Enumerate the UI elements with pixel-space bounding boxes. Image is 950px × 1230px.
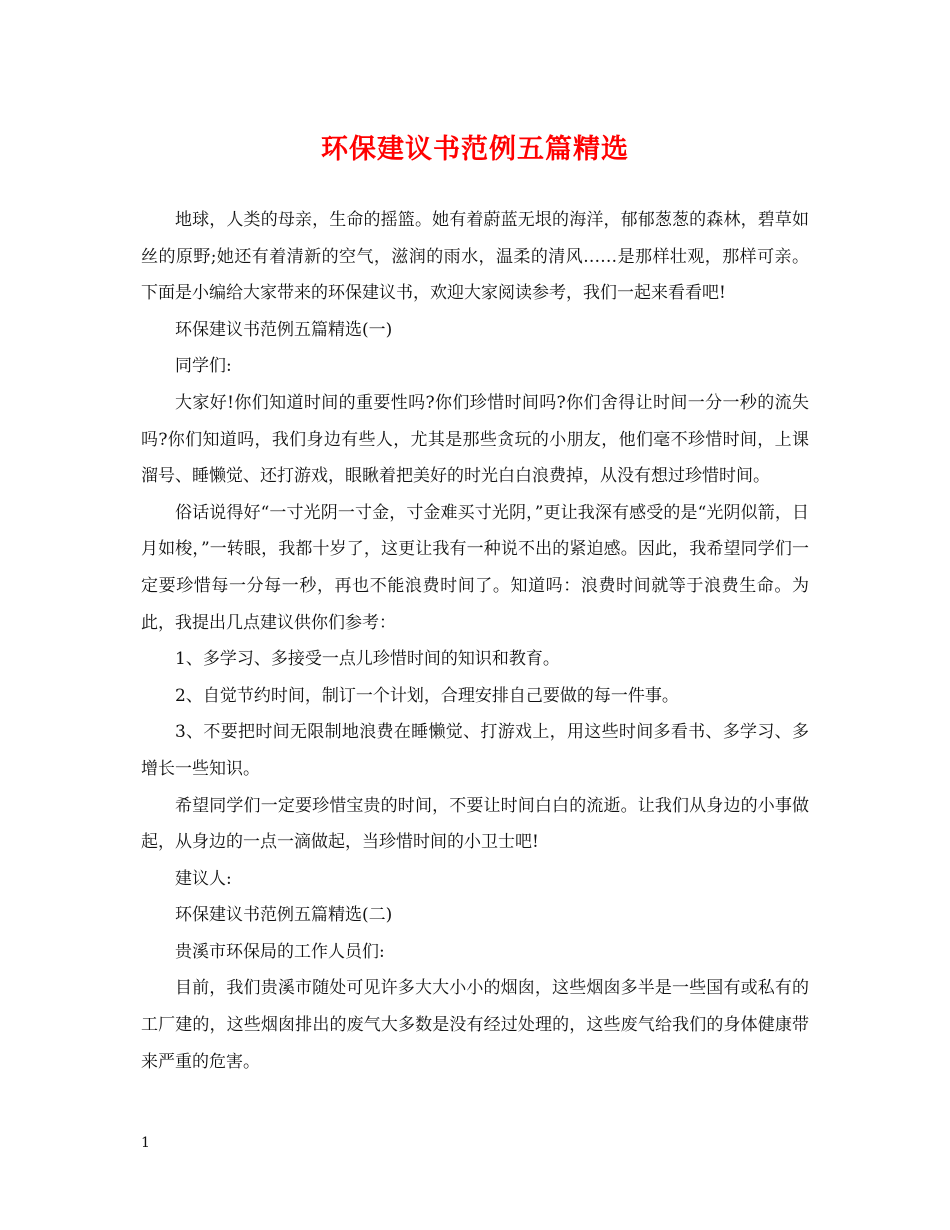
intro-paragraph: 地球，人类的母亲，生命的摇篮。她有着蔚蓝无垠的海洋，郁郁葱葱的森林，碧草如丝的原野;她还有着清新的空气，滋润的雨水，温柔的清风……是那样壮观，那样可亲。下面是小编给大家带来的环保建议书，欢迎大家阅读参考，我们一起来看看吧!: [141, 210, 809, 304]
document-title: 环保建议书范例五篇精选: [321, 134, 629, 165]
salutation-2: 贵溪市环保局的工作人员们:: [175, 941, 385, 962]
body-paragraph: 俗话说得好“一寸光阴一寸金，寸金难买寸光阴，”更让我深有感受的是“光阴似箭，日月如梭，”一转眼，我都十岁了，这更让我有一种说不出的紧迫感。因此，我希望同学们一定要珍惜每一分每一秒，再也不能浪费时间了。知道吗：浪费时间就等于浪费生命。为此，我提出几点建议供你们参考：: [141, 502, 809, 633]
list-item: 3、不要把时间无限制地浪费在睡懒觉、打游戏上，用这些时间多看书、多学习、多增长一些知识。: [141, 722, 809, 779]
page-number: 1: [141, 1135, 150, 1151]
list-item: 2、自觉节约时间，制订一个计划，合理安排自己要做的每一件事。: [175, 685, 679, 706]
body-paragraph: 大家好!你们知道时间的重要性吗?你们珍惜时间吗?你们舍得让时间一分一秒的流失吗?你们知道吗，我们身边有些人，尤其是那些贪玩的小朋友，他们毫不珍惜时间，上课溜号、睡懒觉、还打游戏，眼瞅着把美好的时光白白浪费掉，从没有想过珍惜时间。: [141, 392, 809, 487]
salutation-1: 同学们:: [175, 356, 232, 377]
body-paragraph: 希望同学们一定要珍惜宝贵的时间，不要让时间白白的流逝。让我们从身边的小事做起，从身边的一点一滴做起，当珍惜时间的小卫士吧!: [141, 795, 809, 853]
section-heading-2: 环保建议书范例五篇精选(二): [175, 905, 393, 926]
body-paragraph: 目前，我们贵溪市随处可见许多大大小小的烟囱，这些烟囱多半是一些国有或私有的工厂建的，这些烟囱排出的废气大多数是没有经过处理的，这些废气给我们的身体健康带来严重的危害。: [141, 978, 809, 1072]
signature-line: 建议人:: [175, 868, 232, 889]
document-body: [141, 202, 809, 1080]
section-heading-1: 环保建议书范例五篇精选(一): [175, 319, 393, 340]
list-item: 1、多学习、多接受一点儿珍惜时间的知识和教育。: [175, 649, 560, 670]
